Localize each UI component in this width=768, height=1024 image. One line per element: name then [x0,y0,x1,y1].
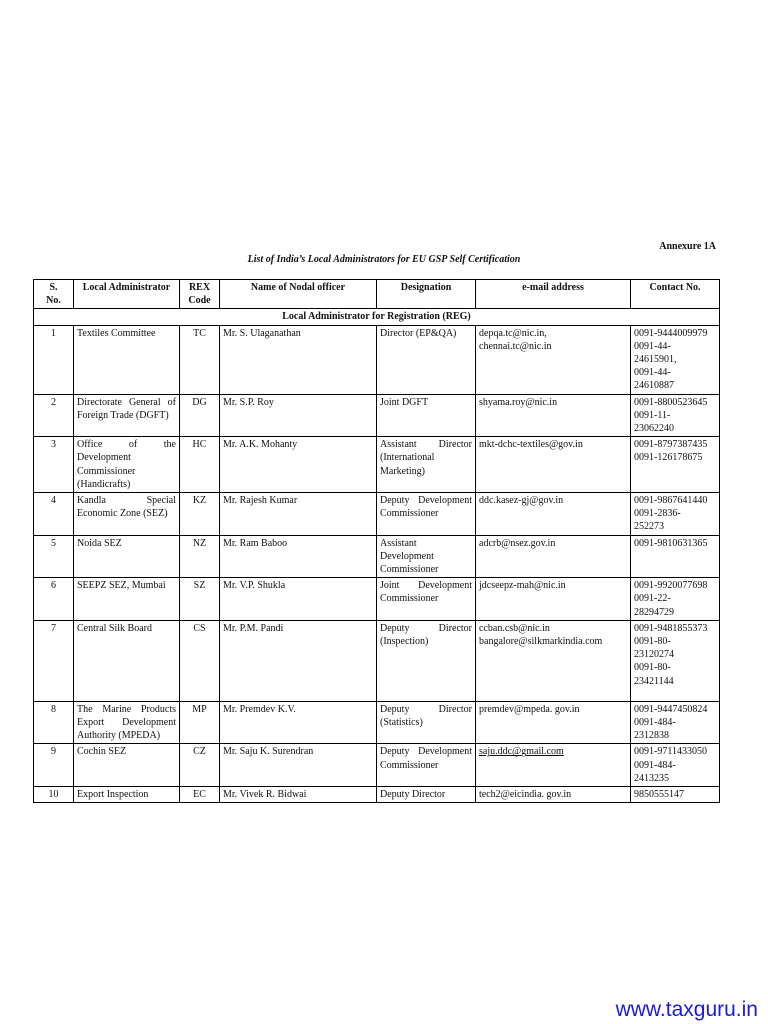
cell-contact-line: 0091-8797387435 [634,439,708,451]
cell-designation: Deputy Development Commissioner [377,493,476,536]
cell-rex-code: CS [180,620,220,701]
cell-administrator: The Marine Products Export Development Authority (MPEDA) [74,701,180,744]
cell-contact-line: 0091-9920077698 [634,580,708,592]
cell-officer: Mr. P.M. Pandi [220,620,377,701]
cell-sno: 6 [34,578,74,621]
cell-contact-line: 2312838 [634,730,669,742]
cell-email [476,325,631,394]
cell-email-line: tech2@eicindia. gov.in [479,789,572,801]
cell-designation: Assistant Director (International Marketing) [377,437,476,493]
cell-sno: 1 [34,325,74,394]
table-row [34,325,720,394]
header-contact: Contact No. [631,280,720,309]
cell-contact [631,744,720,787]
watermark-url: www.taxguru.in [615,998,758,1021]
cell-administrator: Export Inspection [74,787,180,803]
cell-rex-code: NZ [180,535,220,578]
cell-contact-line: 9850555147 [634,789,684,801]
cell-contact-line: 2413235 [634,772,669,784]
header-rex-code: REX Code [180,280,220,309]
cell-contact-line: 0091-11- [634,409,671,421]
cell-rex-code: CZ [180,744,220,787]
cell-designation: Joint DGFT [377,394,476,437]
table-row [34,744,720,787]
cell-sno: 5 [34,535,74,578]
cell-contact [631,701,720,744]
cell-email [476,493,631,536]
cell-rex-code: KZ [180,493,220,536]
cell-email [476,787,631,803]
cell-email [476,701,631,744]
cell-contact-line: 0091-8800523645 [634,396,708,408]
cell-contact [631,578,720,621]
table-row [34,620,720,701]
cell-contact-line: 0091-22- [634,593,671,605]
cell-contact-line: 0091-9444009979 [634,327,708,339]
cell-officer: Mr. Rajesh Kumar [220,493,377,536]
cell-contact [631,620,720,701]
cell-administrator: Kandla Special Economic Zone (SEZ) [74,493,180,536]
cell-email [476,744,631,787]
cell-email-line: premdev@mpeda. gov.in [479,703,580,715]
header-designation: Designation [377,280,476,309]
cell-rex-code: MP [180,701,220,744]
header-email: e-mail address [476,280,631,309]
cell-officer: Mr. S.P. Roy [220,394,377,437]
cell-officer: Mr. V.P. Shukla [220,578,377,621]
header-officer: Name of Nodal officer [220,280,377,309]
cell-administrator: Office of the Development Commissioner (Handicrafts) [74,437,180,493]
cell-contact-line: 23062240 [634,423,674,435]
cell-contact-line: 0091-484- [634,759,676,771]
cell-contact-line: 252273 [634,521,664,533]
cell-contact-line: 28294729 [634,606,674,618]
cell-sno: 4 [34,493,74,536]
cell-officer: Mr. A.K. Mohanty [220,437,377,493]
local-administrators-table [33,279,720,803]
cell-email-line: saju.ddc@gmail.com [479,746,564,758]
table-row [34,394,720,437]
cell-email [476,578,631,621]
cell-email [476,394,631,437]
cell-officer: Mr. Premdev K.V. [220,701,377,744]
section-row [34,309,720,325]
cell-administrator: Noida SEZ [74,535,180,578]
cell-officer: Mr. Ram Baboo [220,535,377,578]
cell-officer: Mr. Vivek R. Bidwai [220,787,377,803]
cell-email-line: shyama.roy@nic.in [479,396,558,408]
cell-contact [631,787,720,803]
cell-email [476,620,631,701]
cell-administrator: Textiles Committee [74,325,180,394]
table-row [34,535,720,578]
cell-sno: 2 [34,394,74,437]
document-title: List of India’s Local Administrators for EU GSP Self Certification [247,254,521,265]
cell-contact-line: 0091-44- [634,367,671,379]
cell-contact-line: 23421144 [634,675,674,687]
cell-administrator: Central Silk Board [74,620,180,701]
cell-designation: Assistant Development Commissioner [377,535,476,578]
cell-officer: Mr. S. Ulaganathan [220,325,377,394]
cell-rex-code: SZ [180,578,220,621]
cell-contact-line: 0091-9810631365 [634,537,708,549]
cell-rex-code: DG [180,394,220,437]
cell-designation: Deputy Director [377,787,476,803]
cell-email-line: chennai.tc@nic.in [479,340,552,352]
cell-rex-code: EC [180,787,220,803]
cell-sno: 8 [34,701,74,744]
cell-contact-line: 24610887 [634,380,674,392]
cell-contact [631,437,720,493]
table-row [34,578,720,621]
cell-officer: Mr. Saju K. Surendran [220,744,377,787]
cell-designation: Joint Development Commissioner [377,578,476,621]
header-sno: S. No. [34,280,74,309]
cell-email-line: jdcseepz-mah@nic.in [479,580,566,592]
annexure-label: Annexure 1A [659,241,716,252]
cell-contact-line: 0091-9481855373 [634,622,708,634]
cell-administrator: SEEPZ SEZ, Mumbai [74,578,180,621]
cell-designation: Deputy Development Commissioner [377,744,476,787]
cell-contact-line: 0091-2836- [634,508,681,520]
cell-email-line: depqa.tc@nic.in, [479,327,547,339]
cell-contact [631,394,720,437]
cell-email-line: mkt-dchc-textiles@gov.in [479,439,583,451]
cell-designation: Director (EP&QA) [377,325,476,394]
cell-email-line: ddc.kasez-gj@gov.in [479,495,564,507]
cell-contact [631,493,720,536]
cell-sno: 7 [34,620,74,701]
cell-designation: Deputy Director (Inspection) [377,620,476,701]
section-label: Local Administrator for Registration (REG) [34,309,720,325]
cell-contact-line: 0091-80- [634,662,671,674]
cell-email [476,535,631,578]
cell-sno: 3 [34,437,74,493]
cell-contact [631,325,720,394]
cell-email-line: bangalore@silkmarkindia.com [479,636,603,648]
header-administrator: Local Administrator [74,280,180,309]
cell-contact-line: 0091-9711433050 [634,746,707,758]
cell-contact [631,535,720,578]
table-row [34,493,720,536]
cell-email [476,437,631,493]
cell-rex-code: TC [180,325,220,394]
header-row [34,280,720,309]
table-row [34,701,720,744]
cell-rex-code: HC [180,437,220,493]
cell-sno: 9 [34,744,74,787]
cell-contact-line: 0091-80- [634,636,671,648]
table-row [34,437,720,493]
cell-contact-line: 23120274 [634,649,674,661]
cell-contact-line: 0091-126178675 [634,452,703,464]
cell-contact-line: 0091-484- [634,717,676,729]
cell-contact-line: 0091-9447450824 [634,703,708,715]
cell-sno: 10 [34,787,74,803]
cell-contact-line: 0091-44- [634,340,671,352]
cell-email-line: adcrb@nsez.gov.in [479,537,556,549]
cell-contact-line: 24615901, [634,354,677,366]
cell-designation: Deputy Director (Statistics) [377,701,476,744]
table-row [34,787,720,803]
cell-contact-line: 0091-9867641440 [634,495,708,507]
table-body [34,309,720,803]
cell-administrator: Directorate General of Foreign Trade (DGFT) [74,394,180,437]
cell-administrator: Cochin SEZ [74,744,180,787]
cell-email-line: ccban.csb@nic.in [479,622,550,634]
